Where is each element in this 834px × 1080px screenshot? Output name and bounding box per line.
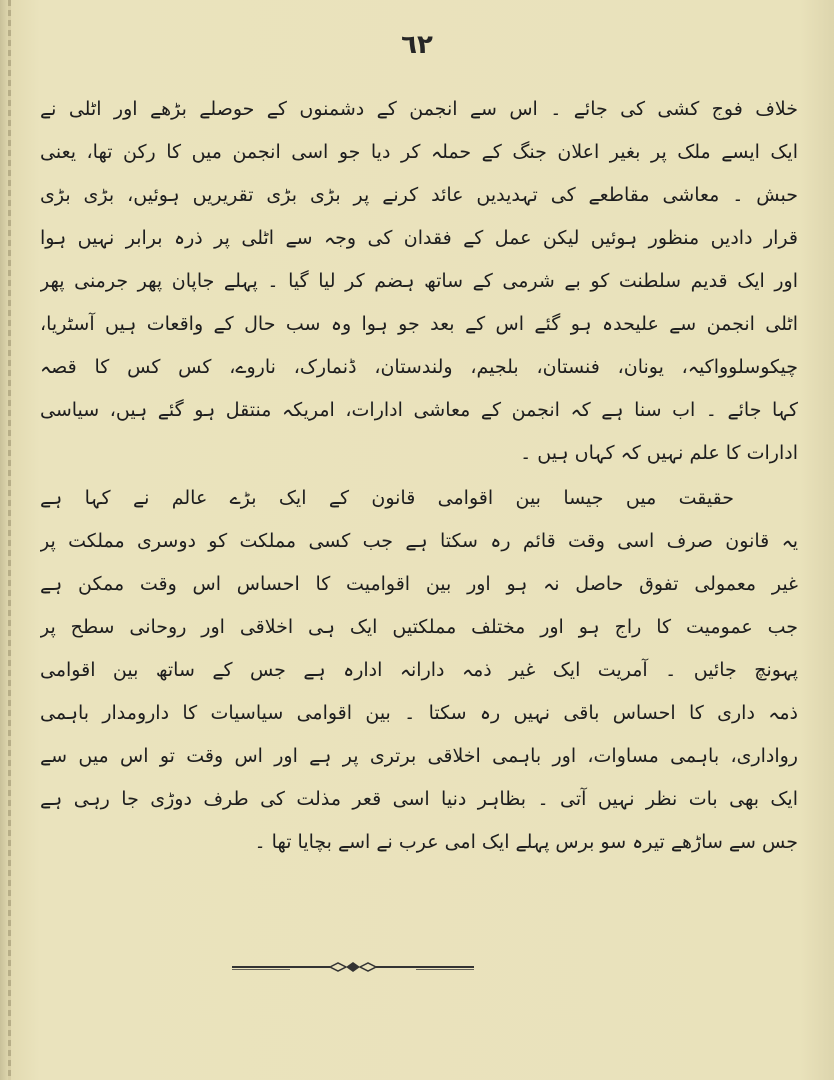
page-number: ٦٢ bbox=[401, 30, 433, 60]
text-line: ایک ایسے ملک پر بغیر اعلان جنگ کے حملہ کر دیا جو اسی انجمن میں کا رکن تھا، یعنی bbox=[40, 141, 798, 163]
text-line: کہا جائے ۔ اب سنا ہے کہ انجمن کے معاشی ادارات، امریکہ منتقل ہو گئے ہیں، سیاسی bbox=[40, 399, 798, 421]
ornament-divider bbox=[230, 961, 476, 973]
text-line: خلاف فوج کشی کی جائے ۔ اس سے انجمن کے دشمنوں کے حوصلے بڑھے اور اٹلی نے bbox=[40, 98, 798, 120]
text-line: ادارات کا علم نہیں کہ کہاں ہیں ۔ bbox=[520, 442, 798, 464]
text-line: چیکوسلوواکیہ، یونان، فنستان، بلجیم، ولندستان، ڈنمارک، ناروے، کس کس کا قصہ bbox=[40, 356, 798, 378]
text-line: اور ایک قدیم سلطنت کو بے شرمی کے ساتھ ہضم کر لیا گیا ۔ پہلے جاپان پھر جرمنی پھر bbox=[40, 270, 798, 292]
paragraph-2 bbox=[40, 477, 798, 864]
body-text bbox=[40, 88, 798, 864]
text-line: جس سے ساڑھے تیرہ سو برس پہلے ایک امی عرب نے اسے بچایا تھا ۔ bbox=[254, 831, 798, 853]
paragraph-1 bbox=[40, 88, 798, 475]
text-line: حقیقت میں جیسا بین اقوامی قانون کے ایک بڑے عالم نے کہا ہے bbox=[40, 487, 734, 509]
text-line: رواداری، باہمی مساوات، اور باہمی اخلاقی برتری پر ہے اور اس وقت تو اس میں سے bbox=[40, 745, 798, 767]
text-line: اٹلی انجمن سے علیحدہ ہو گئے اس کے بعد جو ہوا وہ سب حال کے واقعات ہیں آسٹریا، bbox=[40, 313, 798, 335]
page-edge bbox=[8, 0, 11, 1080]
text-line: جب عمومیت کا راج ہو اور مختلف مملکتیں ایک ہی اخلاقی اور روحانی سطح پر bbox=[40, 616, 798, 638]
text-line: یہ قانون صرف اسی وقت قائم رہ سکتا ہے جب کسی مملکت کو دوسری مملکت پر bbox=[40, 530, 798, 552]
text-line: ایک بھی بات نظر نہیں آتی ۔ بظاہر دنیا اسی قعر مذلت کی طرف دوڑی جا رہی ہے bbox=[40, 788, 798, 810]
text-line: ذمہ داری کا احساس باقی نہیں رہ سکتا ۔ بین اقوامی سیاسیات کا دارومدار باہمی bbox=[40, 702, 798, 724]
text-line: غیر معمولی تفوق حاصل نہ ہو اور بین اقوامیت کا احساس اس وقت ممکن ہے bbox=[40, 573, 798, 595]
text-line: حبش ۔ معاشی مقاطعے کی تہدیدیں عائد کرنے پر بڑی بڑی تقریریں ہوئیں، بڑی بڑی bbox=[40, 184, 798, 206]
text-line: قرار دادیں منظور ہوئیں لیکن عمل کے فقدان کی وجہ سے اٹلی پر ذرہ برابر نہیں ہوا bbox=[40, 227, 798, 249]
text-line: پہونچ جائیں ۔ آمریت ایک غیر ذمہ دارانہ ادارہ ہے جس کے ساتھ بین اقوامی bbox=[40, 659, 798, 681]
